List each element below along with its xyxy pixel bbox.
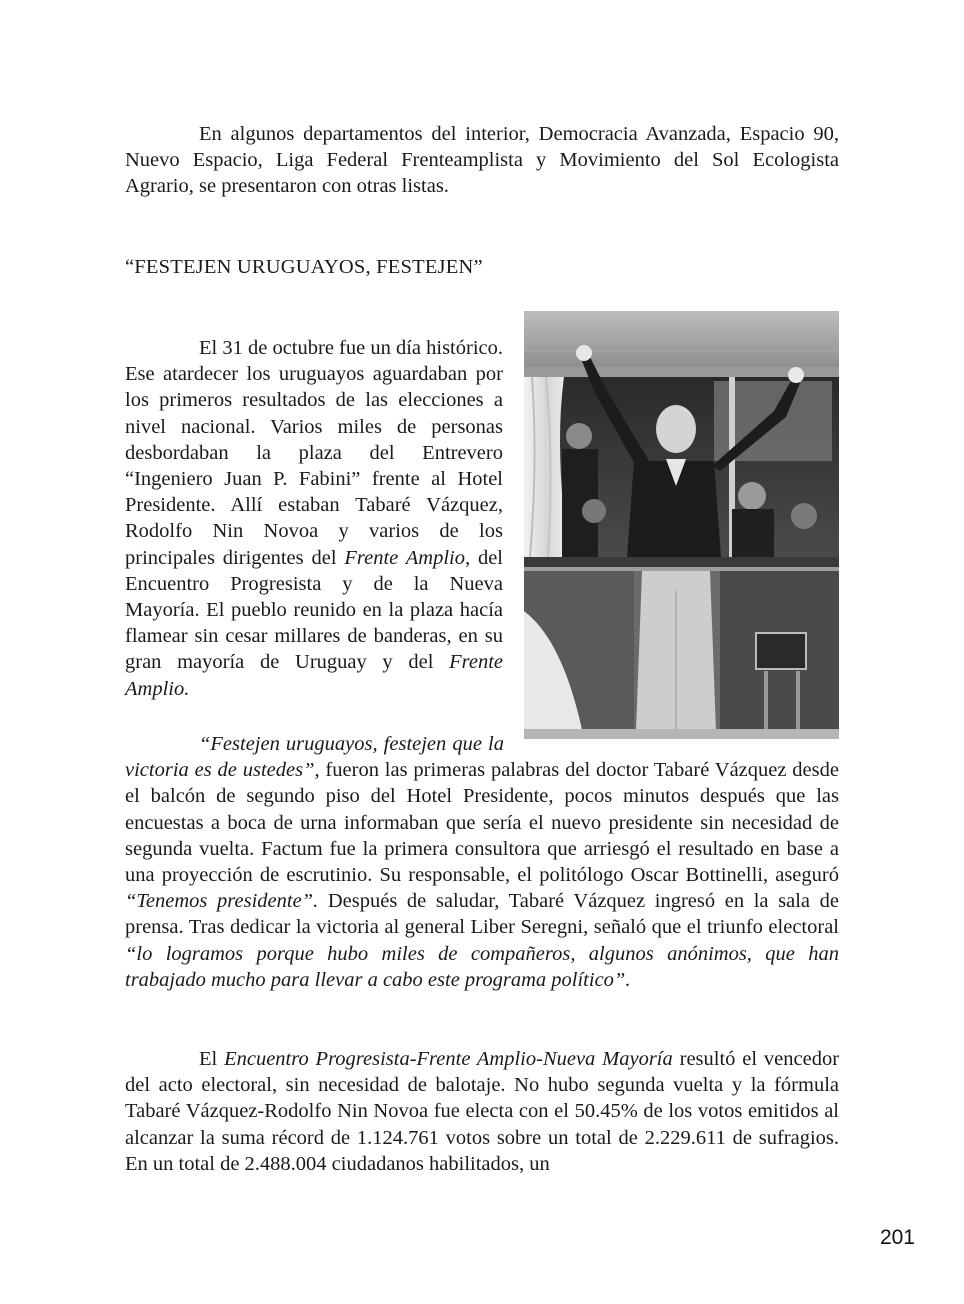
p2-italic-1: Frente Amplio, <box>344 546 471 569</box>
photo-illustration <box>524 311 839 739</box>
p2-text-2: del Encuentro Progresista y de la Nueva Mayoría. El pueblo reunido en la plaza hacía flamear sin cesar millares de banderas, en su gran mayoría de Uruguay y del <box>125 546 504 674</box>
p3-text-2: Después de saludar, Tabaré Vázquez ingresó en la sala de prensa. Tras dedicar la victoria al general Liber Seregni, señaló que el triunfo electoral <box>125 890 839 939</box>
paragraph-october-31 <box>125 335 503 702</box>
p4-text-2: resultó el vencedor del acto electoral, sin necesidad de balotaje. No hubo segunda vuelta y la fórmula Tabaré Vázquez-Rodolfo Nin Novoa fue electa con el 50.45% de los votos emitidos al alcanzar la suma récord de 1.124.761 votos sobre un total de 2.229.611 de sufragios. En un total de 2.488.004 ciudadanos habilitados, un <box>125 1048 840 1175</box>
photo-balcony-celebration <box>524 311 839 739</box>
p4-italic-1: Encuentro Progresista-Frente Amplio-Nueva Mayoría <box>224 1048 673 1070</box>
section-heading: “FESTEJEN URUGUAYOS, FESTEJEN” <box>125 256 483 278</box>
paragraph-election-results <box>125 1046 839 1177</box>
p3-text-1: fueron las primeras palabras del doctor Tabaré Vázquez desde el balcón de segundo piso del Hotel Presidente, pocos minutos después que las encuestas a boca de urna informaban que sería el nuevo presidente sin necesidad de segunda vuelta. Factum fue la primera consultora que arriesgó el resultado en base a una proyección de escrutinio. Su responsable, el politólogo Oscar Bottinelli, aseguró <box>125 759 839 887</box>
p2-text-1: El 31 de octubre fue un día histórico. Ese atardecer los uruguayos aguardaban por los primeros resultados de las elecciones a nivel nacional. Varios miles de personas desbordaban la plaza del Entrevero “Ingeniero Juan P. Fabini” frente al Hotel Presidente. Allí estaban Tabaré Vázquez, Rodolfo Nin Novoa y varios de los principales dirigentes del <box>125 337 503 569</box>
p4-text-1: El <box>199 1048 225 1070</box>
p2-italic-2: Frente Amplio. <box>125 651 503 700</box>
paragraph-festejen-quote <box>125 731 839 993</box>
photo-wrap-spacer <box>504 731 839 739</box>
page-number: 201 <box>879 1226 915 1249</box>
p3-italic-2: “Tenemos presidente”. <box>125 890 319 913</box>
paragraph-interior-lists: En algunos departamentos del interior, Democracia Avanzada, Espacio 90, Nuevo Espacio, Liga Federal Frenteamplista y Movimiento del Sol Ecologista Agrario, se presentaron con otras listas. <box>125 123 839 198</box>
p3-italic-1: “Festejen uruguayos, festejen que la victoria es de ustedes”, <box>125 733 504 782</box>
p3-italic-3: “lo logramos porque hubo miles de compañeros, algunos anónimos, que han trabajado mucho para llevar a cabo este programa político”. <box>125 942 839 991</box>
